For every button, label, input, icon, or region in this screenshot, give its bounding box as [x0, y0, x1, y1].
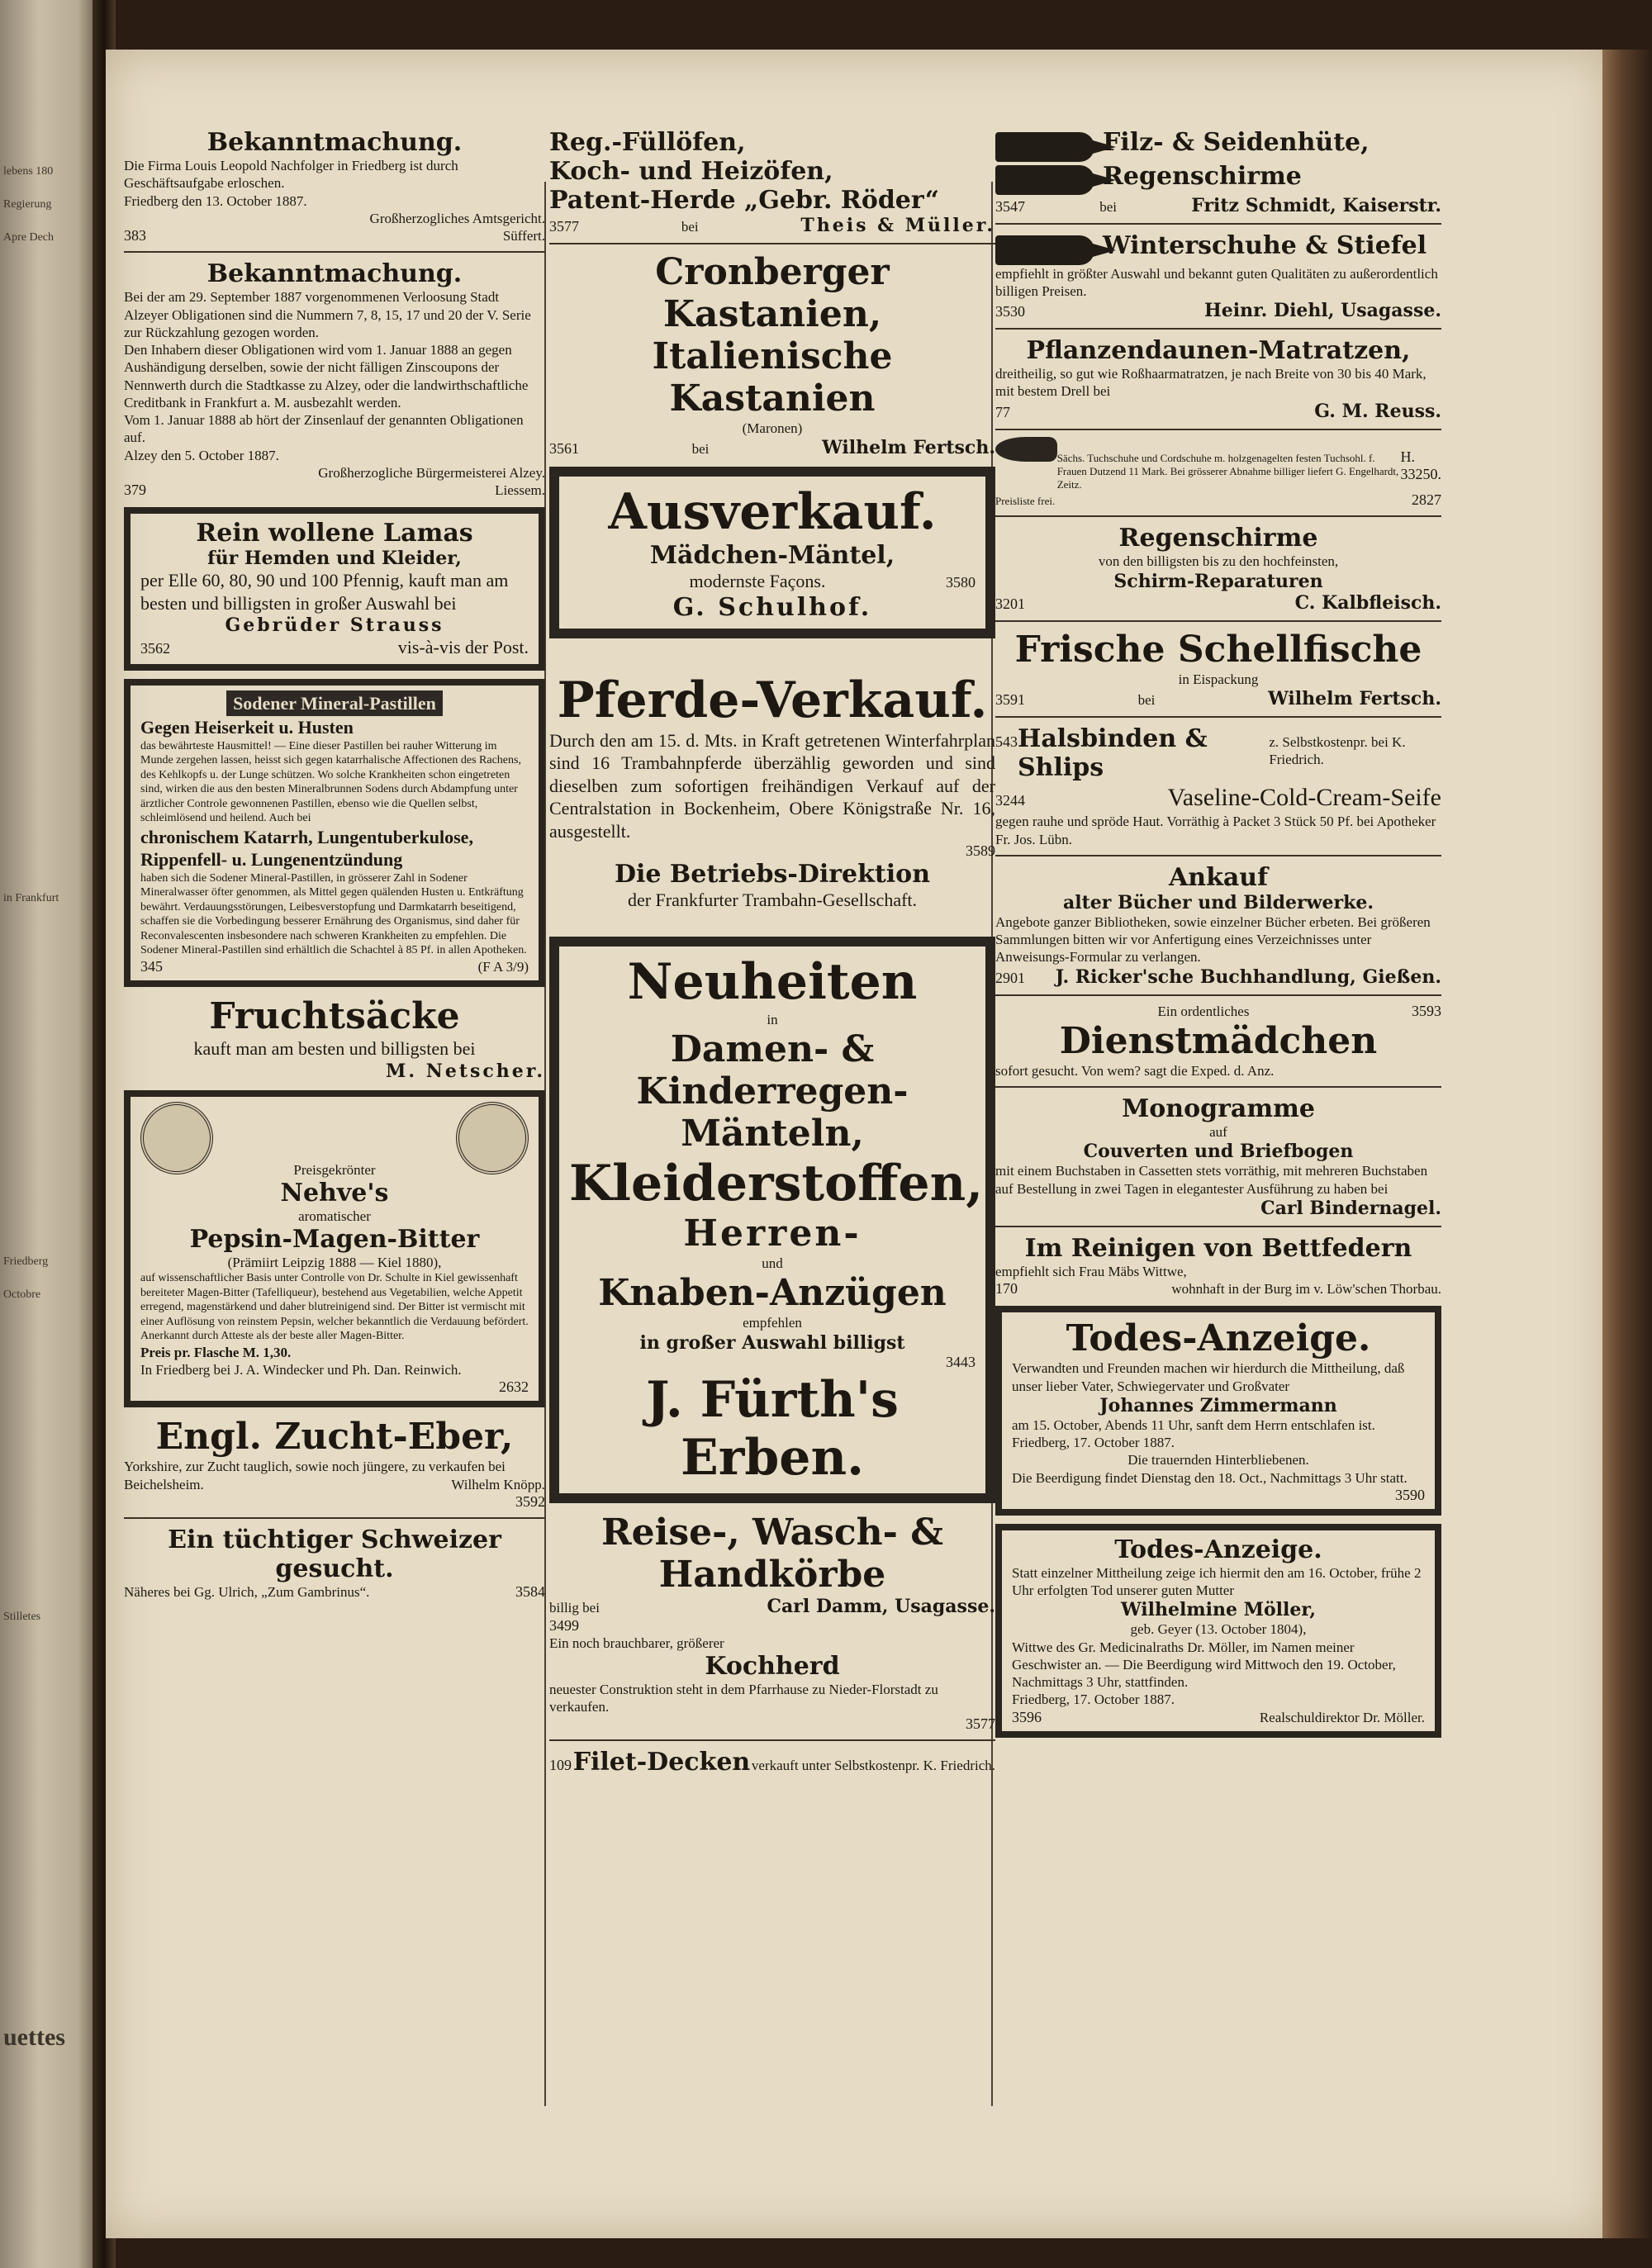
ad-body: Angebote ganzer Bibliotheken, sowie einzelner Bücher erbeten. Bei größeren Sammlungen bitten wir vor Anfertigung eines Verzeichnisses unter Anweisungs-Formular zu verlangen. — [995, 913, 1431, 966]
ad-number: 3547 — [995, 198, 1025, 215]
ad-dateline: Friedberg den 13. October 1887. — [124, 192, 307, 209]
ad-headline: Reise-, Wasch- & Handkörbe — [601, 1511, 943, 1596]
ad-name: Wilhelmine Möller, — [1120, 1599, 1317, 1621]
ad-headline: Im Reinigen von Bettfedern — [1024, 1233, 1412, 1263]
facing-page-fragment: uettes — [3, 2024, 65, 2051]
ad-advertiser: Wilhelm Knöpp. — [451, 1476, 545, 1492]
ad-item: Knaben-Anzügen — [598, 1272, 947, 1315]
ad-number: 543 — [995, 733, 1018, 750]
ad-schweizer — [124, 1525, 545, 1601]
ad-koerbe — [549, 1511, 995, 1635]
divider — [549, 1739, 995, 1741]
ad-body: neuester Construktion steht in dem Pfarrhause zu Nieder-Florstadt zu verkaufen. — [549, 1681, 938, 1715]
ad-headline: Italienische Kastanien — [652, 335, 893, 420]
ad-body: am 15. October, Abends 11 Uhr, sanft dem Herrn entschlafen ist. — [1012, 1416, 1375, 1433]
ad-headline: Filet-Decken — [572, 1748, 751, 1777]
ad-fuelloefen — [549, 128, 995, 236]
ad-headline: Kochherd — [705, 1651, 840, 1681]
ad-connector: in — [767, 1011, 778, 1027]
ad-dateline: Friedberg, 17. October 1887. — [1012, 1435, 1175, 1450]
ad-advertiser: Carl Bindernagel. — [1260, 1197, 1441, 1219]
ad-price: Preis pr. Flasche M. 1,30. — [140, 1344, 292, 1360]
ad-headline: Todes-Anzeige. — [1114, 1535, 1322, 1564]
ad-body: empfiehlt sich Frau Mäbs Wittwe, — [995, 1263, 1187, 1279]
ad-headline: Nehve's — [280, 1178, 389, 1208]
ad-lamas — [124, 507, 545, 671]
ad-zucht-eber — [124, 1416, 545, 1511]
ad-body: empfiehlt in größter Auswahl und bekannt guten Qualitäten zu außerordentlich billigen Preisen. — [995, 265, 1438, 299]
ad-body: sofort gesucht. Von wem? sagt die Exped. d. Anz. — [995, 1062, 1275, 1079]
ad-body: auf wissenschaftlicher Basis unter Controlle von Dr. Schulte in Kiel gewissenhaft bereiteter Magen-Bitter (Tafelliqueur), bestehend aus Vegetabilien, welche Appetit erregend, magenstärkend und daher blutreinigend sind. Der Bitter ist vermischt mit einer Auflösung von reinstem Pepsin, welcher bekanntlich die Verdauung befördert. Anerkannt durch Atteste als der beste aller Magen-Bitter. — [140, 1272, 529, 1343]
ad-body: Bei der am 29. September 1887 vorgenommenen Verloosung Stadt Alzeyer Obligationen sind die Nummern 7, 8, 15, 17 und 20 der V. Serie zur Rückzahlung gezogen worden. — [124, 289, 531, 340]
ad-number: 3596 — [1012, 1708, 1042, 1725]
pointing-hand-icon — [995, 235, 1094, 265]
ad-connector: auf — [1209, 1124, 1227, 1140]
ad-body: Den Inhabern dieser Obligationen wird vom 1. Januar 1888 an gegen Aushändigung derselben, sowie der nicht fälligen Zinscoupons der Nennwerth durch die Stadtkasse zu Alzey, oder die landwirthschaftliche Creditbank in Frankfurt a. M. ausbezahlt werden. — [124, 342, 529, 410]
ad-headline: Frische Schellfische — [1014, 628, 1422, 671]
divider — [995, 1226, 1441, 1227]
ad-sub: (Maronen) — [742, 420, 803, 436]
divider — [995, 223, 1441, 225]
ad-number: 3584 — [515, 1582, 545, 1600]
ad-headline: Patent-Herde „Gebr. Röder“ — [549, 186, 940, 215]
ad-advertiser: Wilhelm Fertsch. — [1268, 687, 1441, 709]
pointing-hand-icon — [995, 132, 1094, 162]
ad-filzhuete — [995, 128, 1441, 216]
ad-subheadline: alter Bücher und Bilderwerke. — [1063, 891, 1374, 913]
ad-body: gegen rauhe und spröde Haut. Vorräthig à Packet 3 Stück 50 Pf. bei Apotheker Fr. Jos. Lübn. — [995, 814, 1436, 847]
ad-number: 2901 — [995, 969, 1025, 986]
ad-pferde-verkauf — [549, 671, 995, 912]
ad-subheadline: für Hemden und Kleider, — [207, 548, 462, 570]
ad-body: Wittwe des Gr. Medicinalraths Dr. Möller, im Namen meiner Geschwister an. — Die Beerdigung wird Mittwoch den 19. October, Nachmittags 3 Uhr, stattfinden. — [1012, 1639, 1396, 1690]
ad-body: von den billigsten bis zu den hochfeinsten, — [1098, 553, 1339, 570]
ad-keyword: chronischem Katarrh, Lungentuberkulose, Rippenfell- u. Lungenentzündung — [140, 826, 473, 871]
ad-todesanzeige-1 — [995, 1306, 1441, 1516]
ad-ankauf — [995, 863, 1441, 988]
ad-regenschirme — [995, 524, 1441, 613]
ad-number: 3443 — [946, 1353, 976, 1370]
divider — [995, 855, 1441, 856]
ad-signature: Die trauernden Hinterbliebenen. — [1127, 1452, 1309, 1469]
ad-body: Durch den am 15. d. Mts. in Kraft getretenen Winterfahrplan sind 16 Trambahnpferde überzählig geworden und sind dieselben zum sofortigen freihändigen Verkauf auf der Centralstation in Bockenheim, Obere Königstraße Nr. 16, ausgestellt. — [549, 729, 995, 842]
ad-advertiser: C. Kalbfleisch. — [1294, 591, 1441, 614]
ad-vaseline — [995, 782, 1441, 848]
ad-body: das bewährteste Hausmittel! — Eine dieser Pastillen bei rauher Witterung im Munde zergehen lassen, heisst sich gegen katarrhalische Affectionen des Rachens, des Kehlkopfs u. der Lunge schützen. Wo solche Krankheiten schon eingetreten sind, wirken die aus den besten Mineralbrunnen Sodens durch Abdampfung unter ärztlicher Controle gewonnenen Pastillen, ebenso wie die Quellen selbst, schleimlösend und heilend. Auch bei — [140, 739, 521, 825]
ad-headline: Dienstmädchen — [1059, 1019, 1378, 1062]
ad-todesanzeige-2 — [995, 1524, 1441, 1738]
divider — [124, 1517, 545, 1519]
ad-number: 3593 — [1411, 1002, 1441, 1019]
ad-number: 379 — [124, 482, 146, 498]
ad-authority: Großherzogliches Amtsgericht. — [369, 210, 545, 226]
ad-headline: Ankauf — [1168, 862, 1269, 892]
ad-at: bei — [1137, 691, 1156, 708]
ad-matratzen — [995, 336, 1441, 422]
medal-icon — [140, 1102, 213, 1174]
ad-name: Johannes Zimmermann — [1099, 1394, 1337, 1416]
ad-headline: Ein tüchtiger Schweizer gesucht. — [168, 1525, 501, 1583]
ad-at: bei — [681, 219, 699, 235]
ad-body: z. Selbstkostenpr. bei K. Friedrich. — [1269, 733, 1406, 767]
ad-number: 109 — [549, 1757, 572, 1774]
ad-advertiser: Heinr. Diehl, Usagasse. — [1203, 300, 1441, 321]
ad-headline: Winterschuhe & Stiefel — [1103, 231, 1427, 260]
ad-headline: Ausverkauf. — [608, 483, 937, 542]
facing-page-fragment: Apre Dech — [3, 231, 55, 244]
ad-number: 3590 — [1395, 1486, 1425, 1503]
ad-label: Preisgekrönter — [293, 1161, 376, 1178]
ad-at: bei — [691, 441, 710, 458]
ad-body: Statt einzelner Mittheilung zeige ich hiermit den am 16. October, frühe 2 Uhr erfolgten Tod unserer guten Mutter — [1012, 1564, 1422, 1598]
ad-dateline: Alzey den 5. October 1887. — [124, 447, 279, 463]
ad-headline: Fruchtsäcke — [209, 995, 460, 1037]
ad-body: Sächs. Tuchschuhe und Cordschuhe m. holzgenagelten festen Tuchsohl. f. Frauen Dutzend 11 Mark. Bei grösserer Abnahme billiger liefert G. Engelhardt, Zeitz. — [1056, 451, 1399, 491]
ad-advertiser: Theis & Müller. — [800, 215, 995, 236]
ad-note: Preisliste frei. — [995, 495, 1056, 508]
ad-tuchschuhe — [995, 437, 1441, 510]
ad-signature: Süffert. — [502, 228, 545, 244]
ad-signature-sub: der Frankfurter Trambahn-Gesellschaft. — [627, 890, 918, 911]
ad-connector: und — [762, 1255, 783, 1271]
facing-page-edge — [0, 0, 97, 2268]
ad-body: mit einem Buchstaben in Cassetten stets vorräthig, mit mehreren Buchstaben auf Bestellung in zwei Tagen in elegantester Ausführung zu haben bei — [995, 1163, 1428, 1197]
ad-body: Die Firma Louis Leopold Nachfolger in Friedberg ist durch Geschäftsaufgabe erloschen. — [124, 158, 458, 192]
facing-page-fragment: lebens 180 — [3, 165, 54, 178]
ad-birth: geb. Geyer (13. October 1804), — [1130, 1621, 1307, 1638]
ad-number: 3592 — [515, 1492, 545, 1510]
pointing-hand-icon — [995, 165, 1094, 195]
ad-headline: Todes-Anzeige. — [1066, 1317, 1371, 1360]
divider — [995, 994, 1441, 996]
ad-number: 3561 — [549, 440, 579, 458]
ad-number: 3577 — [549, 218, 579, 235]
column-left — [124, 128, 545, 1601]
ad-filet-decken — [549, 1748, 995, 1777]
ad-body: modernste Façons. — [689, 571, 826, 592]
ad-item: Herren- — [683, 1212, 862, 1255]
ad-number: 3201 — [995, 595, 1025, 612]
ad-body: in großer Auswahl billigst — [639, 1331, 905, 1354]
ad-authority: Großherzogliche Bürgermeisterei Alzey. — [318, 464, 545, 481]
ad-bekanntmachung-1 — [124, 128, 545, 244]
divider — [995, 716, 1441, 718]
ad-headline: Filz- & Seidenhüte, — [1103, 128, 1370, 157]
ad-subheadline: Couverten und Briefbogen — [1083, 1141, 1354, 1163]
ad-number: 3589 — [966, 842, 995, 860]
ad-body: Vom 1. Januar 1888 ab hört der Zinsenlauf der genannten Obligationen auf. — [124, 412, 524, 446]
ad-body: dreitheilig, so gut wie Roßhaarmatratzen, je nach Breite von 30 bis 40 Mark, mit bestem Drell bei — [995, 366, 1427, 400]
shoe-icon — [995, 437, 1057, 462]
ad-headline: Cronberger Kastanien, — [655, 251, 890, 335]
ad-body: Verwandten und Freunden machen wir hierdurch die Mittheilung, daß unser lieber Vater, Schwiegervater und Großvater — [1012, 1360, 1405, 1394]
ad-item: Kleiderstoffen, — [569, 1155, 984, 1212]
ad-body: Yorkshire, zur Zucht tauglich, sowie noch jüngere, zu verkaufen bei — [124, 1459, 506, 1475]
ad-advertiser: Carl Damm, Usagasse. — [767, 1595, 995, 1617]
ad-kastanien — [549, 251, 995, 458]
ad-item: Mänteln, — [681, 1113, 864, 1155]
ad-headline: Monogramme — [1122, 1094, 1315, 1123]
ad-monogramme — [995, 1094, 1441, 1219]
ad-advertiser: G. M. Reuss. — [1314, 400, 1441, 422]
ad-headline: Regenschirme — [1118, 524, 1318, 553]
ad-number: 3591 — [995, 690, 1025, 708]
ad-body: in Eispackung — [1178, 671, 1259, 687]
medal-icon — [456, 1102, 529, 1174]
ad-number: 383 — [124, 227, 146, 244]
ad-signature: Realschuldirektor Dr. Möller. — [1259, 1709, 1425, 1725]
ad-number: 77 — [995, 403, 1010, 420]
ad-body: per Elle 60, 80, 90 und 100 Pfennig, kauft man am besten und billigsten in großer Auswahl bei — [140, 570, 509, 614]
ad-award: (Prämiirt Leipzig 1888 — Kiel 1880), — [227, 1255, 442, 1270]
divider — [995, 328, 1441, 330]
ad-winterschuhe — [995, 231, 1441, 321]
ad-number: 3577 — [966, 1715, 995, 1733]
ad-headline: Sodener Mineral-Pastillen — [226, 690, 443, 717]
facing-page-fragment: Octobre — [3, 1288, 41, 1301]
ad-number: 2827 — [1412, 491, 1441, 509]
ad-advertiser: Fritz Schmidt, Kaiserstr. — [1191, 195, 1441, 216]
ad-nehve-bitter — [124, 1090, 545, 1408]
ad-halsbinden — [995, 724, 1441, 782]
ad-number: 3580 — [946, 574, 976, 591]
ad-address: wohnhaft in der Burg im v. Löw'schen Thorbau. — [1171, 1281, 1441, 1297]
ad-sub: aromatischer — [298, 1208, 371, 1224]
ad-fruchtsaecke — [124, 995, 545, 1082]
ad-number: 345 — [140, 957, 163, 975]
ad-headline: Regenschirme — [1103, 161, 1302, 191]
ad-body: Näheres bei Gg. Ulrich, „Zum Gambrinus“. — [124, 1583, 370, 1600]
ad-at: bei — [1099, 199, 1117, 215]
ad-advertiser: Gebrüder Strauss — [225, 614, 444, 637]
ad-headline: Bekanntmachung. — [206, 259, 463, 289]
ad-number: 3499 — [549, 1616, 579, 1634]
ad-signature: Liessem. — [495, 482, 545, 498]
ad-headline: Pflanzendaunen-Matratzen, — [1026, 336, 1411, 365]
ad-code: H. 33250. — [1400, 448, 1441, 482]
ad-product: Pepsin-Magen-Bitter — [189, 1225, 480, 1254]
ad-body: billig bei — [549, 1599, 600, 1616]
ad-stockist: In Friedberg bei J. A. Windecker und Ph. Dan. Reinwich. — [140, 1362, 462, 1378]
column-right — [995, 128, 1441, 1746]
ad-headline: Pferde-Verkauf. — [557, 671, 988, 729]
ad-sodener-pastillen — [124, 679, 545, 987]
ad-headline: Neuheiten — [627, 952, 918, 1011]
ad-body: verkauft unter Selbstkostenpr. K. Friedrich. — [751, 1758, 995, 1774]
ad-number: 170 — [995, 1280, 1018, 1297]
ad-code: (F A 3/9) — [477, 958, 529, 975]
ad-advertiser: Wilhelm Fertsch. — [822, 437, 995, 459]
ad-kochherd — [549, 1635, 995, 1734]
ad-dienstmaedchen — [995, 1003, 1441, 1080]
ad-intro: Ein ordentliches — [1157, 1003, 1250, 1019]
ad-number: 3530 — [995, 303, 1025, 320]
ad-headline: Halsbinden & Shlips — [1018, 724, 1208, 782]
divider — [995, 620, 1441, 622]
book-edge — [1602, 50, 1652, 2238]
ad-body: Die Beerdigung findet Dienstag den 18. Oct., Nachmittags 3 Uhr statt. — [1012, 1469, 1408, 1486]
facing-page-fragment: in Frankfurt — [3, 892, 59, 904]
ad-headline: Engl. Zucht-Eber, — [155, 1416, 514, 1459]
ad-location: vis-à-vis der Post. — [397, 637, 529, 658]
ad-number: 3562 — [140, 640, 170, 657]
ad-headline: Vaseline-Cold-Cream-Seife — [1167, 783, 1441, 811]
ad-number: 2632 — [499, 1378, 529, 1396]
ad-headline: Rein wollene Lamas — [196, 519, 473, 548]
ad-subheadline: Gegen Heiserkeit u. Husten — [140, 717, 354, 738]
ad-subheadline: Mädchen-Mäntel, — [649, 541, 895, 571]
ad-bettfedern — [995, 1234, 1441, 1298]
ad-advertiser: G. Schulhof. — [672, 592, 872, 622]
ad-number: 3244 — [995, 791, 1025, 809]
ad-bekanntmachung-2 — [124, 259, 545, 499]
ad-headline: Koch- und Heizöfen, — [549, 157, 833, 186]
facing-page-fragment: Regierung — [3, 198, 52, 211]
ad-ausverkauf — [549, 467, 995, 638]
ad-headline: Bekanntmachung. — [206, 128, 463, 157]
ad-headline: Reg.-Füllöfen, — [549, 128, 746, 157]
divider — [995, 515, 1441, 517]
ad-intro: Ein noch brauchbarer, größerer — [549, 1635, 724, 1651]
ad-advertiser: J. Ricker'sche Buchhandlung, Gießen. — [1055, 966, 1441, 988]
column-middle — [549, 128, 995, 1777]
ad-advertiser: M. Netscher. — [386, 1060, 545, 1082]
divider — [124, 251, 545, 253]
ad-body: kauft man am besten und billigsten bei — [193, 1038, 476, 1059]
ad-schellfische — [995, 629, 1441, 709]
ad-location: Beichelsheim. — [124, 1476, 204, 1492]
divider — [995, 429, 1441, 430]
ad-connector: empfehlen — [743, 1315, 802, 1331]
ad-dateline: Friedberg, 17. October 1887. — [1012, 1692, 1175, 1708]
ad-neuheiten — [549, 937, 995, 1503]
facing-page-fragment: Stilletes — [3, 1611, 41, 1623]
facing-page-fragment: Friedberg — [3, 1255, 49, 1268]
divider — [549, 243, 995, 244]
ad-body: haben sich die Sodener Mineral-Pastillen, in grösserer Zahl in Sodener Mineralwasser öfter genommen, als Mittel gegen quälenden Husten u. Entkräftung bewährt. Verdauungsstörungen, Leibesverstopfung und Darmkatarrh beseitigend, schaffen sie die Vorbedingung besserer Ernährung des Organismus, sind daher für Reconvalescenten insbesondere nach schweren Krankheiten zu empfehlen. Die Sodener Mineral-Pastillen sind erhältlich die Schachtel à 85 Pf. in allen Apotheken. — [140, 871, 527, 957]
ad-signature: Die Betriebs-Direktion — [614, 860, 931, 890]
divider — [995, 1086, 1441, 1088]
ad-item: Damen- & Kinderregen- — [636, 1028, 909, 1113]
ad-subheadline: Schirm-Reparaturen — [1113, 570, 1323, 592]
ad-advertiser: J. Fürth's Erben. — [646, 1370, 899, 1487]
